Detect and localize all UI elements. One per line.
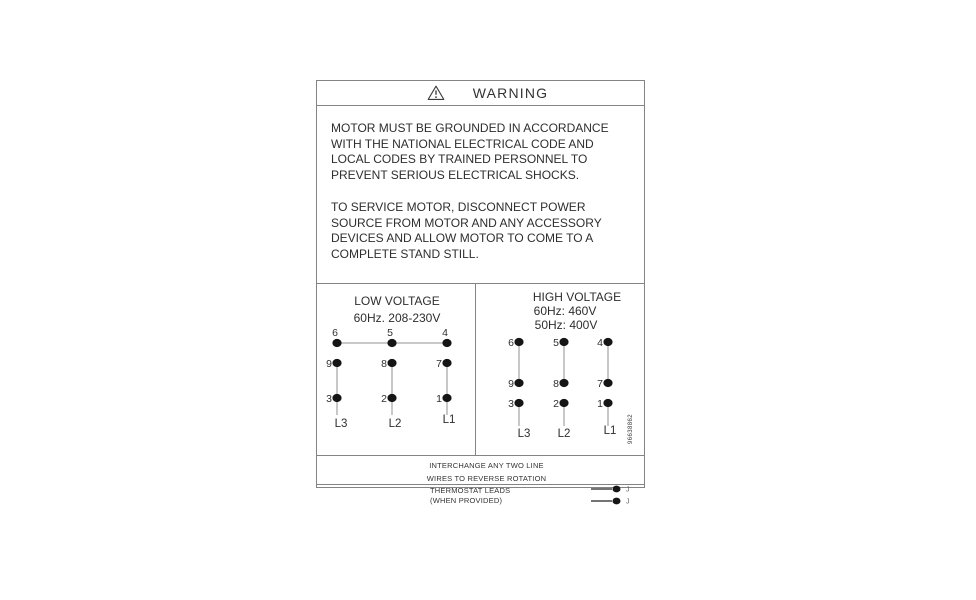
warning-triangle-icon	[427, 85, 445, 101]
voltage-diagrams	[317, 284, 644, 456]
terminal-label: 8	[381, 358, 387, 370]
warning-line: MOTOR MUST BE GROUNDED IN ACCORDANCE	[331, 121, 609, 135]
thermostat-lead-dot	[613, 498, 621, 505]
terminal-label: 6	[508, 337, 514, 349]
rotation-note-line1: INTERCHANGE ANY TWO LINE	[429, 461, 544, 470]
high-voltage-diagram	[476, 284, 644, 455]
terminal-dot-7	[603, 379, 612, 387]
warning-header	[317, 81, 644, 106]
lead-label-l3: L3	[517, 428, 531, 440]
warning-line: SOURCE FROM MOTOR AND ANY ACCESSORY	[331, 215, 602, 230]
thermostat-lead-label: J	[626, 486, 630, 494]
terminal-label: 4	[442, 327, 448, 339]
thermostat-note	[317, 485, 644, 505]
low-voltage-subtitle: 60Hz. 208-230V	[353, 311, 441, 325]
terminal-dot-1	[442, 394, 451, 402]
terminal-label: 6	[332, 327, 338, 339]
warning-title: WARNING	[472, 85, 549, 101]
terminal-dot-2	[387, 394, 396, 402]
low-voltage-diagram	[317, 284, 475, 455]
terminal-label: 1	[597, 398, 603, 410]
terminal-label: 8	[553, 378, 559, 390]
part-number: 96638862	[628, 414, 634, 444]
terminal-dot-4	[603, 338, 612, 346]
terminal-label: 5	[553, 337, 559, 349]
thermostat-leads-graphic	[585, 485, 643, 505]
low-voltage-title: LOW VOLTAGE	[354, 294, 440, 308]
thermostat-lead-label: J	[626, 498, 630, 505]
rotation-note-line2: WIRES TO REVERSE ROTATION	[426, 474, 547, 483]
lead-label-l2: L2	[557, 428, 571, 440]
lead-label-l1: L1	[603, 425, 617, 437]
terminal-dot-4	[442, 339, 451, 347]
terminal-label: 2	[381, 393, 387, 405]
terminal-dot-3	[514, 399, 523, 407]
lead-label-l1: L1	[442, 414, 456, 426]
terminal-label: 9	[326, 358, 332, 370]
terminal-label: 3	[326, 393, 332, 405]
terminal-dot-8	[559, 379, 568, 387]
warning-text-block	[317, 106, 644, 284]
terminal-label: 7	[597, 378, 603, 390]
warning-paragraph-2	[331, 200, 644, 263]
terminal-dot-8	[387, 359, 396, 367]
thermostat-lead-dot	[613, 486, 621, 493]
low-voltage-panel	[317, 284, 476, 455]
terminal-dot-2	[559, 399, 568, 407]
thermostat-note-line1: THERMOSTAT LEADS	[430, 486, 511, 495]
terminal-dot-6	[514, 338, 523, 346]
lead-label-l2: L2	[388, 418, 402, 430]
terminal-dot-3	[332, 394, 341, 402]
high-voltage-subtitle-50hz: 50Hz: 400V	[534, 318, 598, 332]
warning-line: TO SERVICE MOTOR, DISCONNECT POWER	[331, 199, 586, 214]
warning-line: WITH THE NATIONAL ELECTRICAL CODE AND	[331, 136, 594, 151]
terminal-label: 2	[553, 398, 559, 410]
high-voltage-panel	[476, 284, 644, 455]
terminal-label: 3	[508, 398, 514, 410]
warning-line: PREVENT SERIOUS ELECTRICAL SHOCKS.	[331, 168, 580, 183]
rotation-note	[317, 456, 644, 485]
high-voltage-subtitle-60hz: 60Hz: 460V	[533, 304, 597, 318]
warning-paragraph-1	[331, 121, 644, 184]
warning-line: LOCAL CODES BY TRAINED PERSONNEL TO	[331, 152, 588, 167]
terminal-dot-9	[514, 379, 523, 387]
terminal-dot-5	[559, 338, 568, 346]
terminal-label: 1	[436, 393, 442, 405]
terminal-label: 9	[508, 378, 514, 390]
terminal-dot-5	[387, 339, 396, 347]
warning-line: DEVICES AND ALLOW MOTOR TO COME TO A	[331, 231, 594, 246]
terminal-label: 7	[436, 358, 442, 370]
terminal-label: 5	[387, 327, 393, 339]
terminal-dot-6	[332, 339, 341, 347]
terminal-dot-7	[442, 359, 451, 367]
thermostat-note-line2: (WHEN PROVIDED)	[430, 496, 503, 505]
motor-warning-label	[316, 80, 645, 505]
terminal-dot-9	[332, 359, 341, 367]
warning-line: COMPLETE STAND STILL.	[331, 246, 479, 261]
terminal-label: 4	[597, 337, 603, 349]
high-voltage-title: HIGH VOLTAGE	[532, 290, 622, 304]
lead-label-l3: L3	[334, 418, 348, 430]
terminal-dot-1	[603, 399, 612, 407]
